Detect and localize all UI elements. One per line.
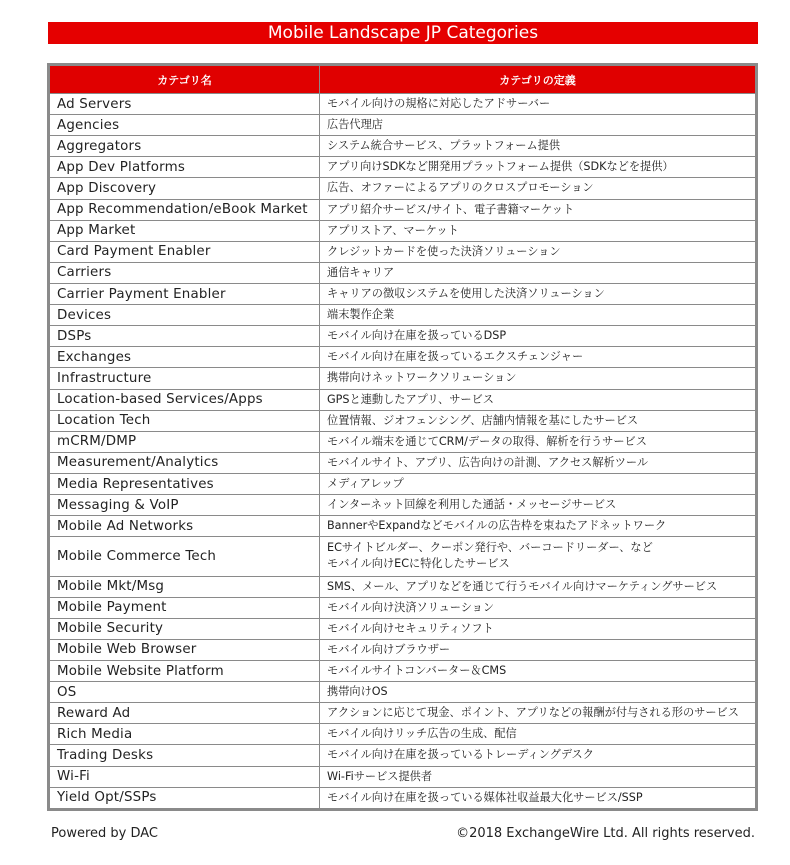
category-name: mCRM/DMP bbox=[50, 431, 320, 452]
table-row bbox=[50, 660, 756, 681]
category-definition bbox=[320, 537, 756, 576]
definition-line: システム統合サービス、プラットフォーム提供 bbox=[327, 139, 561, 153]
category-name: App Recommendation/eBook Market bbox=[50, 199, 320, 220]
category-definition bbox=[320, 283, 756, 304]
category-definition bbox=[320, 368, 756, 389]
definition-line: モバイル向けブラウザー bbox=[327, 642, 451, 656]
category-name: Location Tech bbox=[50, 410, 320, 431]
definition-line: BannerやExpandなどモバイルの広告枠を束ねたアドネットワーク bbox=[327, 519, 667, 533]
category-definition bbox=[320, 262, 756, 283]
category-name: Location-based Services/Apps bbox=[50, 389, 320, 410]
table-row bbox=[50, 326, 756, 347]
category-definition bbox=[320, 220, 756, 241]
category-name: Mobile Payment bbox=[50, 597, 320, 618]
category-definition bbox=[320, 115, 756, 136]
table-row bbox=[50, 576, 756, 597]
page-title: Mobile Landscape JP Categories bbox=[48, 22, 758, 44]
category-name: Reward Ad bbox=[50, 703, 320, 724]
definition-line: キャリアの徴収システムを使用した決済ソリューション bbox=[327, 287, 605, 301]
category-definition bbox=[320, 516, 756, 537]
category-definition bbox=[320, 703, 756, 724]
category-name: Infrastructure bbox=[50, 368, 320, 389]
table-row bbox=[50, 136, 756, 157]
table-row bbox=[50, 703, 756, 724]
copyright: ©2018 ExchangeWire Ltd. All rights reserved. bbox=[456, 826, 755, 841]
table-row bbox=[50, 597, 756, 618]
category-name: Carrier Payment Enabler bbox=[50, 283, 320, 304]
category-name: App Market bbox=[50, 220, 320, 241]
category-name: Yield Opt/SSPs bbox=[50, 787, 320, 808]
definition-line: 携帯向けOS bbox=[327, 685, 388, 699]
category-definition bbox=[320, 347, 756, 368]
category-definition bbox=[320, 766, 756, 787]
definition-line: インターネット回線を利用した通話・メッセージサービス bbox=[327, 498, 617, 512]
category-name: Mobile Security bbox=[50, 618, 320, 639]
category-definition bbox=[320, 199, 756, 220]
category-name: Mobile Mkt/Msg bbox=[50, 576, 320, 597]
header-category-definition: カテゴリの定義 bbox=[320, 66, 756, 94]
definition-line: 位置情報、ジオフェンシング、店舗内情報を基にしたサービス bbox=[327, 413, 639, 427]
definition-line: 通信キャリア bbox=[327, 265, 395, 279]
category-definition bbox=[320, 618, 756, 639]
category-definition bbox=[320, 745, 756, 766]
table-row bbox=[50, 473, 756, 494]
category-definition bbox=[320, 495, 756, 516]
table-row bbox=[50, 639, 756, 660]
category-name: Mobile Commerce Tech bbox=[50, 537, 320, 576]
table-row bbox=[50, 389, 756, 410]
category-name: Trading Desks bbox=[50, 745, 320, 766]
category-definition bbox=[320, 389, 756, 410]
table-row bbox=[50, 682, 756, 703]
category-name: Rich Media bbox=[50, 724, 320, 745]
table-header-row bbox=[50, 66, 756, 94]
category-definition bbox=[320, 787, 756, 808]
category-name: Agencies bbox=[50, 115, 320, 136]
definition-line: モバイル向けリッチ広告の生成、配信 bbox=[327, 727, 517, 741]
table-row bbox=[50, 178, 756, 199]
table-row bbox=[50, 241, 756, 262]
category-name: Media Representatives bbox=[50, 473, 320, 494]
table-row bbox=[50, 766, 756, 787]
category-definition bbox=[320, 157, 756, 178]
category-definition bbox=[320, 241, 756, 262]
table-row bbox=[50, 410, 756, 431]
category-definition bbox=[320, 660, 756, 681]
table-row bbox=[50, 283, 756, 304]
definition-line: ECサイトビルダー、クーポン発行や、バーコードリーダー、など bbox=[327, 541, 653, 555]
definition-line: モバイル向け在庫を扱っている媒体社収益最大化サービス/SSP bbox=[327, 790, 643, 804]
category-definition bbox=[320, 452, 756, 473]
definition-line: 広告、オファーによるアプリのクロスプロモーション bbox=[327, 181, 594, 195]
category-definition bbox=[320, 410, 756, 431]
category-definition bbox=[320, 178, 756, 199]
table-row bbox=[50, 516, 756, 537]
table-row bbox=[50, 94, 756, 115]
definition-line: モバイル向けECに特化したサービス bbox=[327, 557, 510, 571]
category-name: Devices bbox=[50, 305, 320, 326]
category-name: Aggregators bbox=[50, 136, 320, 157]
category-name: Mobile Ad Networks bbox=[50, 516, 320, 537]
definition-line: アプリ向けSDKなど開発用プラットフォーム提供（SDKなどを提供） bbox=[327, 160, 674, 174]
category-name: Measurement/Analytics bbox=[50, 452, 320, 473]
header-category-name: カテゴリ名 bbox=[50, 66, 320, 94]
definition-line: モバイル向け在庫を扱っているエクスチェンジャー bbox=[327, 350, 584, 364]
table-row bbox=[50, 495, 756, 516]
category-name: App Discovery bbox=[50, 178, 320, 199]
table-row bbox=[50, 745, 756, 766]
category-name: OS bbox=[50, 682, 320, 703]
table-row bbox=[50, 537, 756, 576]
category-name: Mobile Web Browser bbox=[50, 639, 320, 660]
category-definition bbox=[320, 473, 756, 494]
definition-line: モバイルサイト、アプリ、広告向けの計測、アクセス解析ツール bbox=[327, 455, 649, 469]
category-definition bbox=[320, 94, 756, 115]
definition-line: クレジットカードを使った決済ソリューション bbox=[327, 244, 561, 258]
table-row bbox=[50, 724, 756, 745]
category-definition bbox=[320, 597, 756, 618]
category-definition bbox=[320, 431, 756, 452]
category-definition bbox=[320, 136, 756, 157]
category-definition bbox=[320, 576, 756, 597]
definition-line: Wi-Fiサービス提供者 bbox=[327, 769, 433, 783]
table-row bbox=[50, 115, 756, 136]
definition-line: 端末製作企業 bbox=[327, 308, 395, 322]
definition-line: 携帯向けネットワークソリューション bbox=[327, 371, 517, 385]
category-name: Card Payment Enabler bbox=[50, 241, 320, 262]
category-name: Carriers bbox=[50, 262, 320, 283]
table-row bbox=[50, 220, 756, 241]
category-name: Wi-Fi bbox=[50, 766, 320, 787]
category-name: Messaging & VoIP bbox=[50, 495, 320, 516]
table-row bbox=[50, 431, 756, 452]
definition-line: 広告代理店 bbox=[327, 118, 383, 132]
definition-line: モバイル向け在庫を扱っているDSP bbox=[327, 329, 507, 343]
table-body bbox=[50, 94, 756, 809]
table-row bbox=[50, 787, 756, 808]
category-name: Mobile Website Platform bbox=[50, 660, 320, 681]
category-name: Ad Servers bbox=[50, 94, 320, 115]
table-row bbox=[50, 262, 756, 283]
table-row bbox=[50, 305, 756, 326]
category-definition bbox=[320, 305, 756, 326]
category-name: DSPs bbox=[50, 326, 320, 347]
category-definition bbox=[320, 639, 756, 660]
definition-line: モバイル向けの規格に対応したアドサーバー bbox=[327, 97, 551, 111]
powered-by: Powered by DAC bbox=[51, 826, 159, 841]
category-definition bbox=[320, 682, 756, 703]
table-row bbox=[50, 199, 756, 220]
table-row bbox=[50, 368, 756, 389]
definition-line: GPSと連動したアプリ、サービス bbox=[327, 392, 494, 406]
definition-line: モバイル端末を通じてCRM/データの取得、解析を行うサービス bbox=[327, 434, 647, 448]
table-row bbox=[50, 347, 756, 368]
category-definition bbox=[320, 724, 756, 745]
definition-line: モバイルサイトコンバーター＆CMS bbox=[327, 664, 507, 677]
definition-line: SMS、メール、アプリなどを通じて行うモバイル向けマーケティングサービス bbox=[327, 579, 718, 593]
definition-line: モバイル向けセキュリティソフト bbox=[327, 621, 494, 635]
definition-line: モバイル向け決済ソリューション bbox=[327, 600, 495, 614]
categories-table bbox=[47, 63, 758, 811]
table-row bbox=[50, 157, 756, 178]
definition-line: メディアレップ bbox=[327, 477, 404, 491]
definition-line: モバイル向け在庫を扱っているトレーディングデスク bbox=[327, 748, 594, 762]
definition-line: アプリ紹介サービス/サイト、電子書籍マーケット bbox=[327, 202, 575, 216]
table-row bbox=[50, 452, 756, 473]
category-name: App Dev Platforms bbox=[50, 157, 320, 178]
category-definition bbox=[320, 326, 756, 347]
table-row bbox=[50, 618, 756, 639]
definition-line: アプリストア、マーケット bbox=[327, 223, 459, 237]
category-name: Exchanges bbox=[50, 347, 320, 368]
definition-line: アクションに応じて現金、ポイント、アプリなどの報酬が付与される形のサービス bbox=[327, 706, 739, 720]
